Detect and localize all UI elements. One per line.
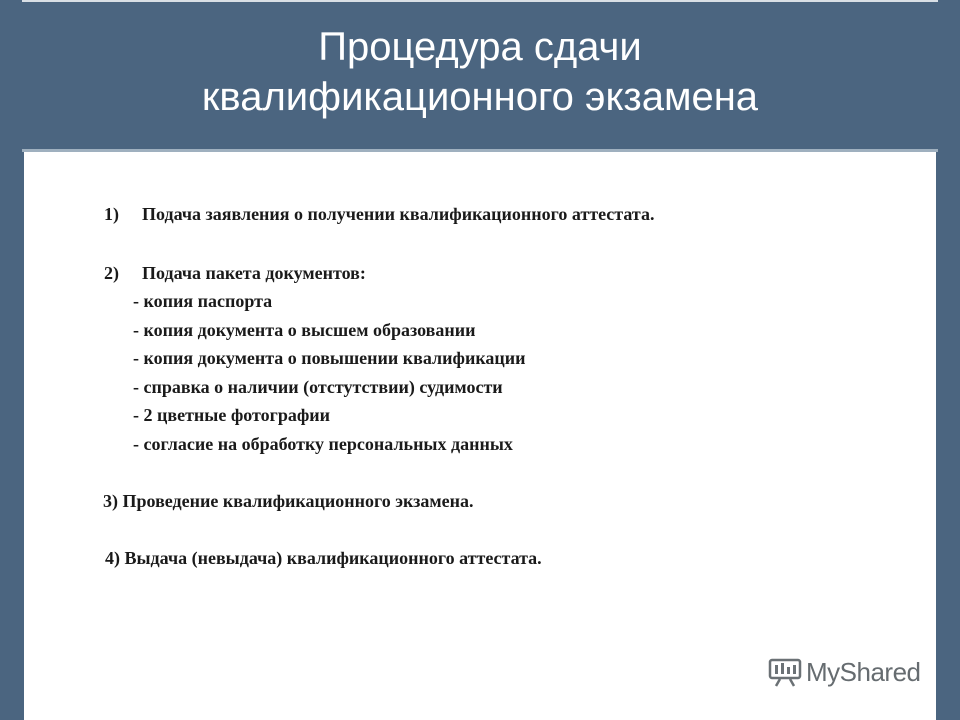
step-text-3: Проведение квалификационного экзамена. bbox=[122, 491, 474, 511]
presentation-board-icon bbox=[768, 657, 802, 687]
step-text-1: Подача заявления о получении квалификационного аттестата. bbox=[142, 204, 655, 224]
document-item: - копия паспорта bbox=[133, 291, 273, 311]
watermark-text: MyShared bbox=[806, 656, 921, 687]
step-number-2: 2) bbox=[104, 263, 119, 283]
step-number-4: 4) bbox=[105, 548, 120, 568]
step-item-3 bbox=[103, 491, 473, 512]
document-item: - копия документа о высшем образовании bbox=[133, 320, 476, 340]
slide-title-line-2: квалификационного экзамена bbox=[201, 75, 759, 119]
document-item: - справка о наличии (отстутствии) судимости bbox=[133, 377, 503, 397]
document-item: - 2 цветные фотографии bbox=[133, 405, 331, 425]
step-item-4 bbox=[105, 548, 542, 569]
step-item-1 bbox=[104, 204, 654, 225]
step-text-4: Выдача (невыдача) квалификационного аттестата. bbox=[124, 548, 542, 568]
document-item: - копия документа о повышении квалификации bbox=[133, 348, 526, 368]
step-number-3: 3) bbox=[103, 491, 118, 511]
document-item: - согласие на обработку персональных данных bbox=[133, 434, 513, 454]
step-item-2 bbox=[104, 263, 366, 284]
watermark-logo bbox=[768, 656, 921, 688]
step-text-2: Подача пакета документов: bbox=[142, 263, 366, 283]
step-number-1: 1) bbox=[104, 204, 119, 224]
slide-title-line-1: Процедура сдачи bbox=[318, 25, 642, 69]
